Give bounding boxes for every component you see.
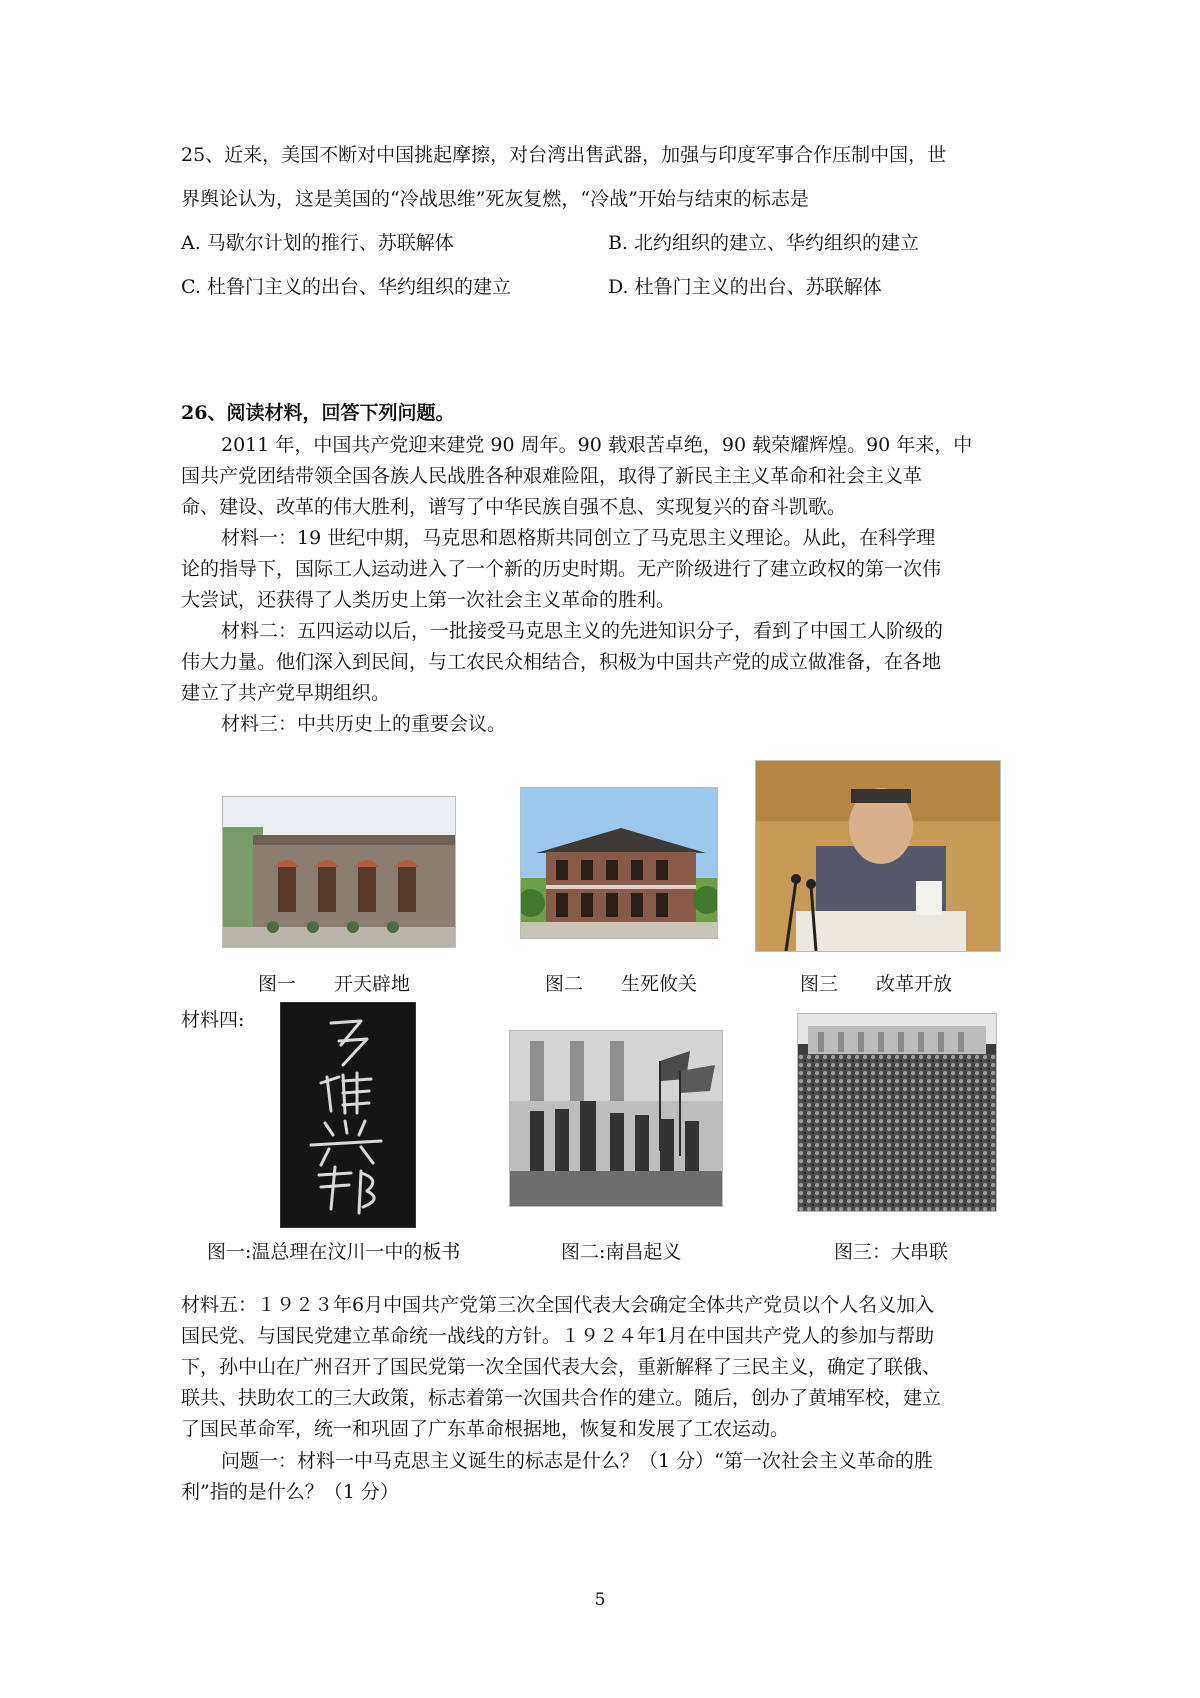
q26-heading: 26、阅读材料，回答下列问题。 <box>181 402 455 424</box>
material1-line3: 大尝试，还获得了人类历史上第一次社会主义革命的胜利。 <box>181 589 676 611</box>
material2-line1: 材料二：五四运动以后，一批接受马克思主义的先进知识分子，看到了中国工人阶级的 <box>221 620 944 642</box>
material4-label: 材料四: <box>181 1009 245 1031</box>
q25-stem-line1: 25、近来，美国不断对中国挑起摩擦，对台湾出售武器，加强与印度军事合作压制中国，世 <box>181 144 947 166</box>
photo-calligraphy-blackboard <box>280 1002 416 1228</box>
m3-caption-1: 图一 开天辟地 <box>258 973 411 995</box>
q25-option-a: A. 马歇尔计划的推行、苏联解体 <box>181 232 454 254</box>
m4-caption-1: 图一:温总理在汶川一中的板书 <box>207 1241 461 1263</box>
material5-line1: 材料五：１９２３年6月中国共产党第三次全国代表大会确定全体共产党员以个人名义加入 <box>181 1294 935 1316</box>
material5-line4: 联共、扶助农工的三大政策，标志着第一次国共合作的建立。随后，创办了黄埔军校，建立 <box>181 1387 942 1409</box>
photo-nanchang-uprising <box>509 1030 723 1207</box>
q26-intro-line2: 国共产党团结带领全国各族人民战胜各种艰难险阻，取得了新民主主义革命和社会主义革 <box>181 465 923 487</box>
q26-intro-line1: 2011 年，中国共产党迎来建党 90 周年。90 载艰苦卓绝，90 载荣耀辉煌。90 年来，中 <box>221 434 973 456</box>
m3-caption-3: 图三 改革开放 <box>800 973 953 995</box>
page-number: 5 <box>594 1590 606 1610</box>
material1-line2: 论的指导下，国际工人运动进入了一个新的历史时期。无产阶级进行了建立政权的第一次伟 <box>181 558 942 580</box>
q25-option-d: D. 杜鲁门主义的出台、苏联解体 <box>608 276 882 298</box>
question1-line1: 问题一：材料一中马克思主义诞生的标志是什么？（1 分）“第一次社会主义革命的胜 <box>221 1450 933 1472</box>
m4-caption-3: 图三：大串联 <box>834 1241 949 1263</box>
m4-caption-2: 图二:南昌起义 <box>561 1241 682 1263</box>
q25-option-b: B. 北约组织的建立、华约组织的建立 <box>608 232 920 254</box>
material2-line3: 建立了共产党早期组织。 <box>181 682 391 704</box>
material5-line2: 国民党、与国民党建立革命统一战线的方针。１９２４年1月在中国共产党人的参加与帮助 <box>181 1325 935 1347</box>
m3-caption-2: 图二 生死攸关 <box>545 973 698 995</box>
material3-text: 材料三：中共历史上的重要会议。 <box>221 713 507 735</box>
photo-yida-site <box>222 796 456 948</box>
photo-big-exchange-rally <box>797 1013 997 1212</box>
photo-reform-leader <box>755 760 1001 952</box>
q25-stem-line2: 界舆论认为，这是美国的“冷战思维”死灰复燃，“冷战”开始与结束的标志是 <box>181 188 809 210</box>
photo-zunyi-site <box>520 787 718 939</box>
q26-intro-line3: 命、建设、改革的伟大胜利，谱写了中华民族自强不息、实现复兴的奋斗凯歌。 <box>181 496 847 518</box>
material1-line1: 材料一：19 世纪中期，马克思和恩格斯共同创立了马克思主义理论。从此，在科学理 <box>221 527 936 549</box>
material2-line2: 伟大力量。他们深入到民间，与工农民众相结合，积极为中国共产党的成立做准备，在各地 <box>181 651 942 673</box>
material5-line3: 下，孙中山在广州召开了国民党第一次全国代表大会，重新解释了三民主义，确定了联俄、 <box>181 1356 942 1378</box>
question1-line2: 利”指的是什么？（1 分） <box>181 1481 399 1503</box>
q25-option-c: C. 杜鲁门主义的出台、华约组织的建立 <box>181 276 511 298</box>
material5-line5: 了国民革命军，统一和巩固了广东革命根据地，恢复和发展了工农运动。 <box>181 1418 790 1440</box>
